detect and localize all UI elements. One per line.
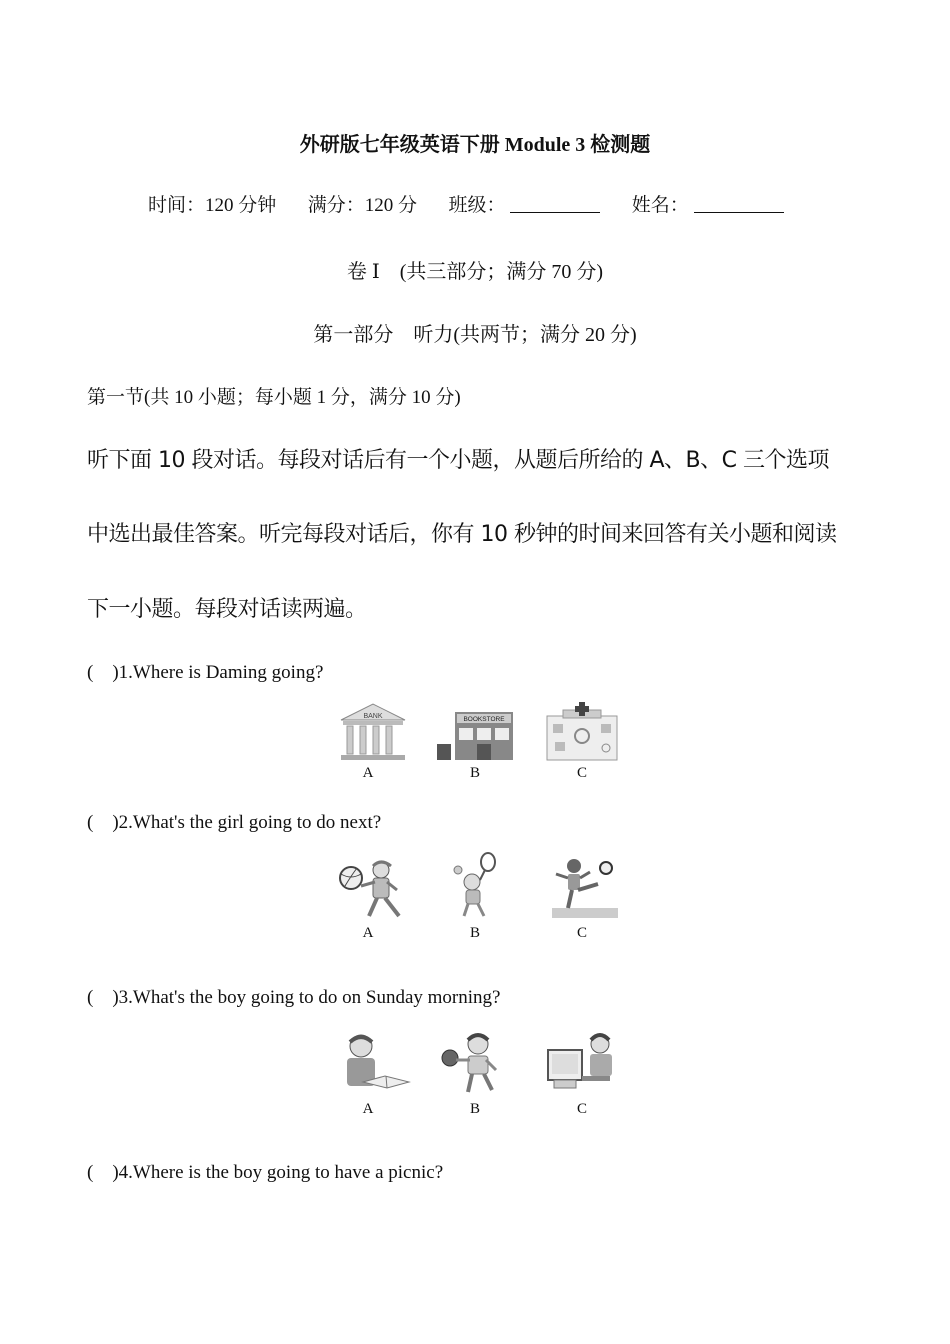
bookstore-sign: BOOKSTORE <box>463 716 505 723</box>
name-label: 姓名： <box>631 195 689 216</box>
section-heading: 第一节(共 10 小题；每小题 1 分，满分 10 分) <box>87 387 461 408</box>
hospital-icon <box>541 700 621 766</box>
volume-heading: 卷 Ⅰ (共三部分；满分 70 分) <box>346 261 604 283</box>
option-label: B <box>469 925 480 941</box>
question-4: ( )4.Where is the boy going to have a picnic? <box>87 1162 444 1183</box>
class-label: 班级： <box>448 195 506 216</box>
option-label: C <box>576 1101 587 1117</box>
option-label: B <box>469 765 480 781</box>
tennis-girl-icon <box>438 852 518 918</box>
question-1: ( )1.Where is Daming going? <box>87 662 324 683</box>
option-label: C <box>576 765 587 781</box>
bank-sign: BANK <box>363 713 383 720</box>
instruction-line: 听下面 10 段对话。每段对话后有一个小题，从题后所给的 A、B、C 三个选项 <box>87 448 829 473</box>
class-blank[interactable] <box>510 194 600 213</box>
part-heading: 第一部分 听力(共两节；满分 20 分) <box>313 324 637 346</box>
option-label: A <box>362 1101 374 1117</box>
option-label: C <box>576 925 587 941</box>
score-label: 满分：120 分 <box>307 195 418 216</box>
instruction-line: 中选出最佳答案。听完每段对话后，你有 10 秒钟的时间来回答有关小题和阅读 <box>87 522 837 547</box>
question-3: ( )3.What's the boy going to do on Sunday morning? <box>87 987 501 1008</box>
reading-boy-icon <box>333 1030 413 1096</box>
time-label: 时间：120 分钟 <box>148 195 277 216</box>
exam-meta <box>148 190 784 217</box>
option-label: B <box>469 1101 480 1117</box>
volleyball-girl-icon <box>333 856 413 922</box>
page-title: 外研版七年级英语下册 Module 3 检测题 <box>299 134 651 156</box>
basketball-boy-icon <box>438 1030 518 1096</box>
question-2: ( )2.What's the girl going to do next? <box>87 812 382 833</box>
name-blank[interactable] <box>694 194 784 213</box>
option-label: A <box>362 925 374 941</box>
computer-boy-icon <box>544 1030 624 1096</box>
bookstore-icon <box>435 700 515 766</box>
soccer-girl-icon <box>544 854 624 920</box>
option-label: A <box>362 765 374 781</box>
bank-icon <box>333 700 413 766</box>
instruction-line: 下一小题。每段对话读两遍。 <box>87 597 367 622</box>
